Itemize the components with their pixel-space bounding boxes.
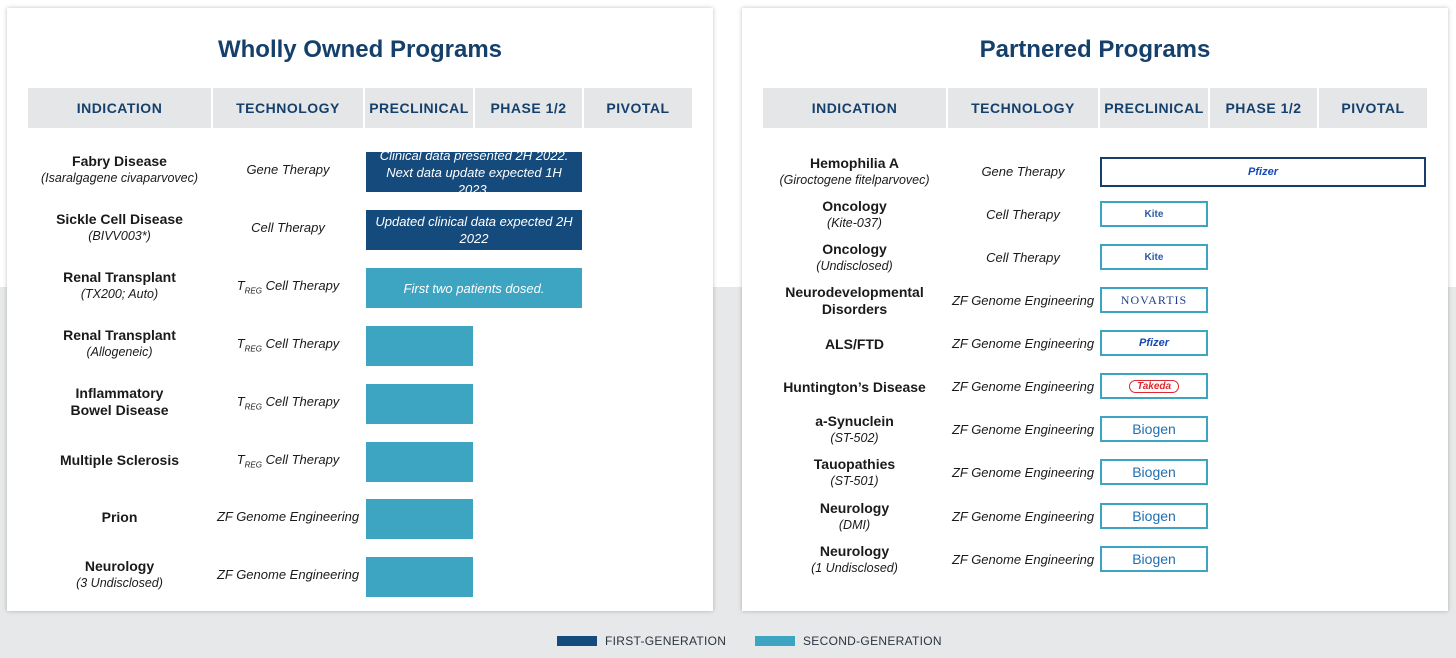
biogen-logo: Biogen xyxy=(1132,508,1176,524)
legend-label: SECOND-GENERATION xyxy=(803,634,942,648)
partnered-panel xyxy=(742,8,1448,611)
header-pivotal: PIVOTAL xyxy=(1319,88,1427,128)
pipeline-bar xyxy=(366,326,473,366)
header-technology: TECHNOLOGY xyxy=(213,88,363,128)
technology-label: ZF Genome Engineering xyxy=(951,293,1095,308)
technology-label: ZF Genome Engineering xyxy=(951,552,1095,567)
technology-cell xyxy=(213,278,363,296)
technology-cell xyxy=(948,465,1098,480)
indication-name: Renal Transplant xyxy=(63,327,176,343)
pipeline-bar xyxy=(366,268,582,308)
indication-cell xyxy=(62,385,177,419)
pipeline-bar xyxy=(366,557,473,597)
indication-cell xyxy=(763,336,946,353)
partner-logo-box xyxy=(1100,157,1426,187)
wholly-owned-panel xyxy=(7,8,713,611)
header-phase-1-2: PHASE 1/2 xyxy=(1210,88,1317,128)
partner-logo-box xyxy=(1100,546,1208,572)
partner-logo-box xyxy=(1100,373,1208,399)
indication-subtitle: (1 Undisclosed) xyxy=(811,561,898,575)
indication-subtitle: (Allogeneic) xyxy=(86,345,153,359)
indication-name: Hemophilia A xyxy=(810,155,899,171)
technology-subscript: REG xyxy=(244,460,262,470)
technology-label: Cell Therapy xyxy=(986,250,1060,265)
indication-subtitle: (BIVV003*) xyxy=(88,229,151,243)
technology-label: Cell Therapy xyxy=(265,278,340,293)
indication-cell xyxy=(28,327,211,361)
kite-logo: Kite xyxy=(1144,208,1164,220)
indication-cell xyxy=(763,284,946,318)
legend-second-generation xyxy=(755,634,942,648)
legend-swatch xyxy=(755,636,795,646)
technology-cell xyxy=(213,452,363,470)
novartis-logo: NOVARTIS xyxy=(1120,292,1188,307)
indication-name: Neurology xyxy=(819,543,890,559)
technology-label: Cell Therapy xyxy=(265,336,340,351)
pipeline-bar-text: Updated clinical data expected 2H 2022 xyxy=(375,214,573,246)
indication-cell xyxy=(28,211,211,245)
indication-cell xyxy=(28,452,211,469)
partner-logo-box xyxy=(1100,416,1208,442)
header-preclinical: PRECLINICAL xyxy=(1100,88,1208,128)
technology-cell xyxy=(213,336,363,354)
indication-name: Huntington’s Disease xyxy=(783,378,926,395)
indication-cell xyxy=(763,500,946,534)
indication-subtitle: (DMI) xyxy=(838,518,871,532)
pipeline-bar-text: First two patients dosed. xyxy=(403,280,545,296)
header-phase-1-2: PHASE 1/2 xyxy=(475,88,582,128)
indication-cell xyxy=(763,241,946,275)
indication-name: Prion xyxy=(101,508,138,525)
technology-cell xyxy=(948,207,1098,222)
biogen-logo: Biogen xyxy=(1132,464,1176,480)
technology-label: ZF Genome Engineering xyxy=(216,567,360,582)
technology-label: ZF Genome Engineering xyxy=(951,336,1095,351)
biogen-logo: Biogen xyxy=(1132,421,1176,437)
technology-label: ZF Genome Engineering xyxy=(216,509,360,524)
technology-label: Cell Therapy xyxy=(251,220,325,235)
technology-label: Cell Therapy xyxy=(986,207,1060,222)
partner-logo-box xyxy=(1100,201,1208,227)
header-technology: TECHNOLOGY xyxy=(948,88,1098,128)
indication-subtitle: (ST-502) xyxy=(830,431,879,445)
indication-cell xyxy=(763,543,946,577)
technology-label: Cell Therapy xyxy=(265,452,340,467)
technology-prefix: T xyxy=(236,336,245,351)
indication-subtitle: (TX200; Auto) xyxy=(80,287,159,301)
indication-cell xyxy=(28,153,211,187)
partner-logo-box xyxy=(1100,503,1208,529)
indication-name: Inflammatory Bowel Disease xyxy=(70,385,169,418)
technology-label: Cell Therapy xyxy=(265,394,340,409)
legend-first-generation xyxy=(557,634,726,648)
indication-subtitle: (Kite-037) xyxy=(827,216,882,230)
technology-cell xyxy=(213,220,363,235)
pipeline-bar xyxy=(366,210,582,250)
indication-name: Oncology xyxy=(822,198,887,214)
technology-cell xyxy=(948,509,1098,524)
indication-name: a-Synuclein xyxy=(815,413,894,429)
technology-label: ZF Genome Engineering xyxy=(951,465,1095,480)
technology-cell xyxy=(213,509,363,524)
technology-cell xyxy=(948,422,1098,437)
indication-subtitle: (Giroctogene fitelparvovec) xyxy=(779,173,930,187)
indication-name: Renal Transplant xyxy=(63,269,176,285)
technology-label: ZF Genome Engineering xyxy=(951,422,1095,437)
biogen-logo: Biogen xyxy=(1132,551,1176,567)
pipeline-bar xyxy=(366,147,582,197)
indication-cell xyxy=(763,379,946,396)
pfizer-logo: Pfizer xyxy=(1248,166,1278,178)
pipeline-bar-text: Clinical data presented 2H 2022. Next data update expected 1H 2023. xyxy=(379,147,569,197)
header-pivotal: PIVOTAL xyxy=(584,88,692,128)
technology-subscript: REG xyxy=(244,286,262,296)
technology-prefix: T xyxy=(236,452,245,467)
pipeline-bar xyxy=(366,442,473,482)
technology-cell xyxy=(213,162,363,177)
technology-cell xyxy=(213,394,363,412)
header-preclinical: PRECLINICAL xyxy=(365,88,473,128)
indication-cell xyxy=(763,155,946,189)
technology-cell xyxy=(948,293,1098,308)
pipeline-bar xyxy=(366,499,473,539)
technology-cell xyxy=(948,379,1098,394)
indication-name: Multiple Sclerosis xyxy=(59,451,180,468)
technology-cell xyxy=(948,164,1098,179)
indication-cell xyxy=(763,456,946,490)
legend-swatch xyxy=(557,636,597,646)
indication-name: ALS/FTD xyxy=(824,335,885,352)
panel-title: Wholly Owned Programs xyxy=(217,36,503,63)
technology-cell xyxy=(213,567,363,582)
technology-label: Gene Therapy xyxy=(981,164,1065,179)
indication-name: Neurology xyxy=(819,500,890,516)
indication-cell xyxy=(28,509,211,526)
indication-name: Neurology xyxy=(84,558,155,574)
technology-cell xyxy=(948,552,1098,567)
indication-cell xyxy=(763,413,946,447)
technology-prefix: T xyxy=(236,394,245,409)
partner-logo-box xyxy=(1100,330,1208,356)
technology-label: ZF Genome Engineering xyxy=(951,379,1095,394)
technology-cell xyxy=(948,336,1098,351)
indication-subtitle: (ST-501) xyxy=(830,474,879,488)
indication-name: Fabry Disease xyxy=(72,153,167,169)
header-indication: INDICATION xyxy=(763,88,946,128)
indication-cell xyxy=(28,558,211,592)
indication-subtitle: (Undisclosed) xyxy=(816,259,893,273)
indication-subtitle: (Isaralgagene civaparvovec) xyxy=(40,171,199,185)
pipeline-bar xyxy=(366,384,473,424)
technology-subscript: REG xyxy=(244,402,262,412)
legend-label: FIRST-GENERATION xyxy=(605,634,727,648)
indication-name: Sickle Cell Disease xyxy=(56,211,183,227)
technology-label: Gene Therapy xyxy=(246,162,330,177)
technology-subscript: REG xyxy=(244,344,262,354)
indication-subtitle: (3 Undisclosed) xyxy=(76,576,163,590)
partner-logo-box xyxy=(1100,287,1208,313)
indication-name: Oncology xyxy=(822,241,887,257)
kite-logo: Kite xyxy=(1144,251,1164,263)
indication-name: Tauopathies xyxy=(813,456,896,472)
header-indication: INDICATION xyxy=(28,88,211,128)
takeda-logo: Takeda xyxy=(1129,380,1179,393)
indication-cell xyxy=(28,269,211,303)
pfizer-logo: Pfizer xyxy=(1139,337,1169,349)
indication-name: Neurodevelopmental Disorders xyxy=(785,284,924,317)
panel-title: Partnered Programs xyxy=(979,36,1211,63)
technology-prefix: T xyxy=(236,278,245,293)
technology-cell xyxy=(948,250,1098,265)
partner-logo-box xyxy=(1100,244,1208,270)
indication-cell xyxy=(763,198,946,232)
partner-logo-box xyxy=(1100,459,1208,485)
technology-label: ZF Genome Engineering xyxy=(951,509,1095,524)
